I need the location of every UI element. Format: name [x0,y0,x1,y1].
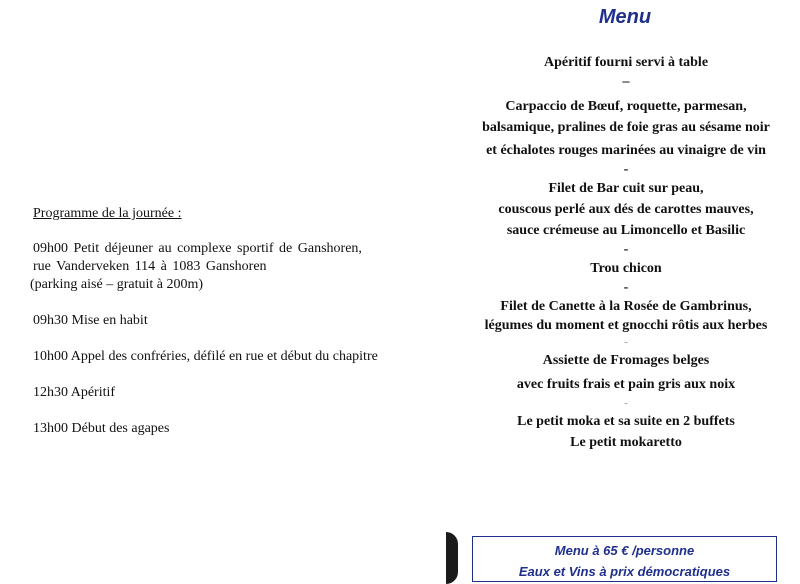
menu-item: Trou chicon [590,261,662,276]
menu-list [466,52,786,453]
menu-separator: - [623,280,629,295]
program-line: (parking aisé – gratuit à 200m) [30,277,204,292]
menu-separator: - [624,336,628,348]
menu-separator: - [624,397,628,409]
menu-separator: - [623,162,629,177]
drinks-line: Eaux et Vins à prix démocratiques [518,564,731,579]
menu-item: Assiette de Fromages belges [542,353,710,368]
menu-item: et échalotes rouges marinées au vinaigre de vin [486,143,766,158]
program-heading: Programme de la journée : [33,206,182,221]
menu-item: légumes du moment et gnocchi rôtis aux herbes [484,318,768,333]
menu-item: Le petit moka et sa suite en 2 buffets [517,414,735,429]
menu-item: Le petit mokaretto [570,435,682,450]
menu-item: Carpaccio de Bœuf, roquette, parmesan, [505,99,747,114]
program-line: rue Vanderveken 114 à 1083 Ganshoren [33,259,267,274]
price-line: Menu à 65 € /personne [554,543,695,558]
menu-title: Menu [598,6,652,28]
menu-item: couscous perlé aux dés de carottes mauves, [498,202,754,217]
program-line: 13h00 Début des agapes [33,421,170,436]
decorative-tab [446,532,458,584]
program-line: 12h30 Apéritif [33,385,116,400]
menu-item: Filet de Canette à la Rosée de Gambrinus, [500,299,752,314]
program-line: 10h00 Appel des confréries, défilé en rue et début du chapitre [33,349,378,364]
menu-item: Apéritif fourni servi à table [543,55,709,70]
menu-item: avec fruits frais et pain gris aux noix [516,377,736,392]
menu-item: balsamique, pralines de foie gras au sésame noir [482,120,770,135]
price-box [472,536,777,582]
program-section [30,205,453,438]
menu-item: Filet de Bar cuit sur peau, [548,181,704,196]
menu-separator: – [622,74,630,89]
program-line: 09h00 Petit déjeuner au complexe sportif de Ganshoren, [33,241,362,256]
program-line: 09h30 Mise en habit [33,313,148,328]
menu-item: sauce crémeuse au Limoncello et Basilic [506,223,746,238]
menu-separator: - [623,242,629,257]
